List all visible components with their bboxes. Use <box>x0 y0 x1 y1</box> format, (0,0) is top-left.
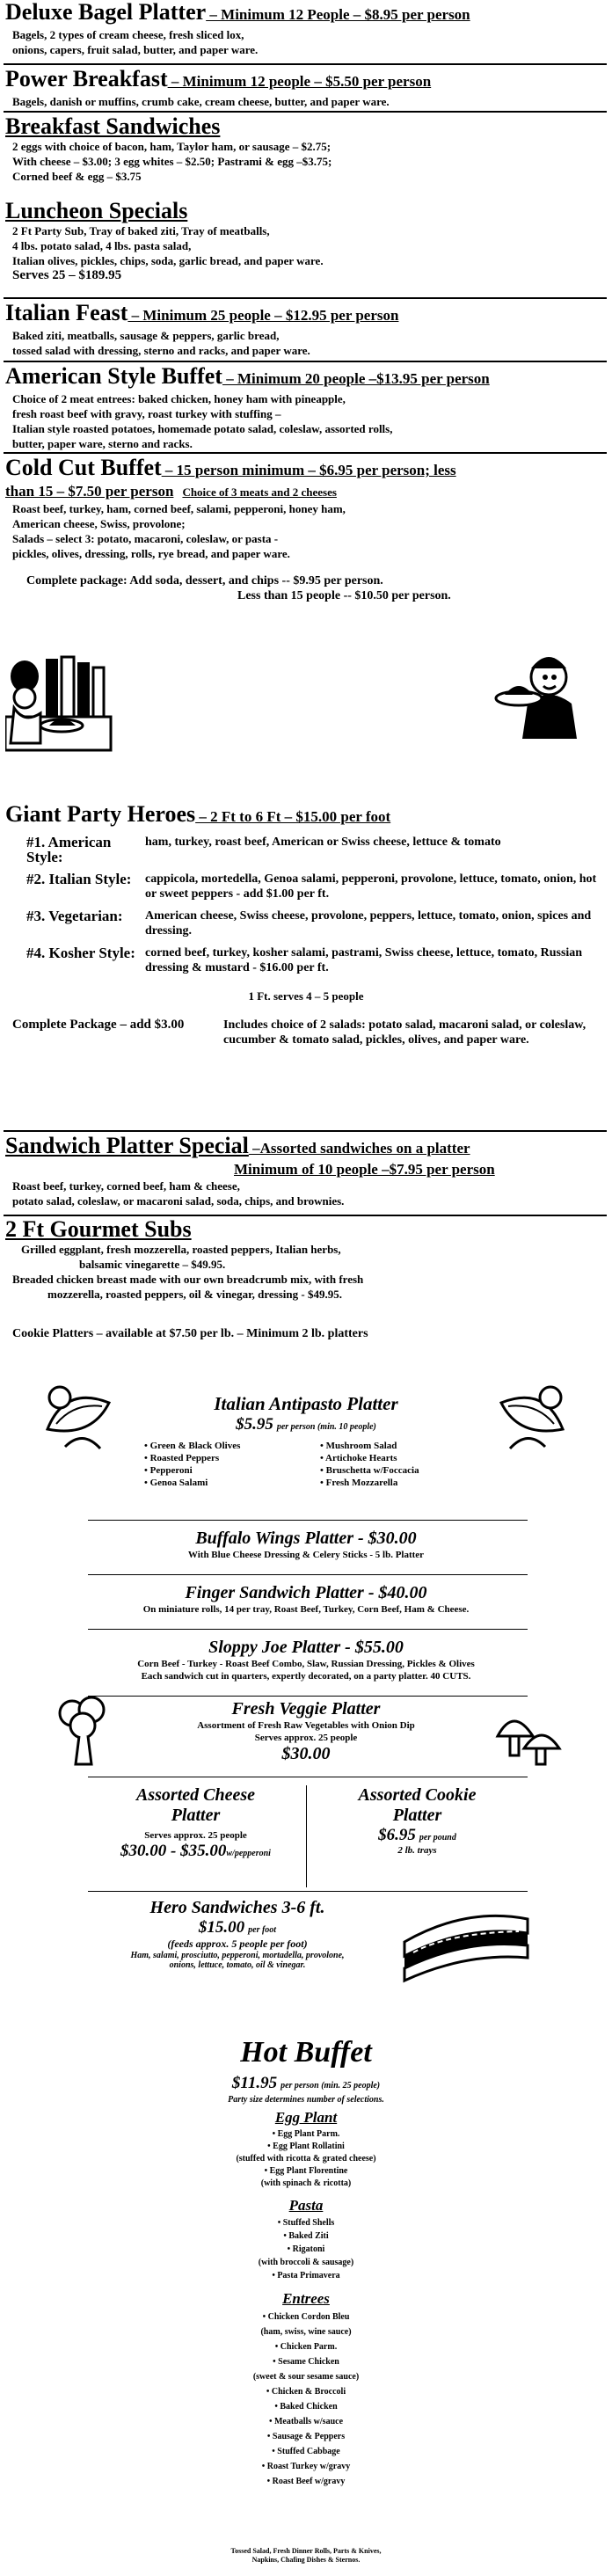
platter-title: Hero Sandwiches 3-6 ft. <box>149 1898 325 1917</box>
platter-note: Corn Beef - Turkey - Roast Beef Combo, Slaw, Russian Dressing, Pickles & Olives <box>137 1659 475 1669</box>
menu-item: • Roast Turkey w/gravy <box>261 2462 351 2471</box>
section-title-cont <box>0 483 612 501</box>
body-line: Bagels, 2 types of cream cheese, fresh sliced lox, <box>12 28 244 41</box>
power-breakfast-section <box>0 67 612 109</box>
hero-style-item <box>0 835 612 865</box>
section-title: Luncheon Specials <box>5 198 188 223</box>
luncheon-section <box>0 199 612 283</box>
platter-item: • Artichoke Hearts <box>320 1453 397 1463</box>
platter-item: • Roasted Peppers <box>144 1453 220 1463</box>
complete-package <box>0 573 612 603</box>
antipasto-col-right <box>320 1440 419 1489</box>
body-line: Choice of 2 meat entrees: baked chicken, honey ham with pineapple, <box>12 392 346 405</box>
serves-line: 1 Ft. serves 4 – 5 people <box>248 989 364 1003</box>
pasta-list <box>0 2216 612 2282</box>
hero-style-text: ham, turkey, roast beef, American or Swiss cheese, lettuce & tomato <box>145 836 501 849</box>
platter-price: $30.00 <box>281 1744 331 1763</box>
platter-trays: 2 lb. trays <box>397 1845 437 1856</box>
hero-style-item <box>0 872 612 901</box>
hero-style-item <box>0 909 612 938</box>
hero-style-item <box>0 945 612 975</box>
deluxe-bagel-section <box>0 0 612 57</box>
body-line: butter, paper ware, sterno and racks. <box>12 437 193 450</box>
body-line: Grilled eggplant, fresh mozzerella, roasted peppers, Italian herbs, <box>21 1243 341 1256</box>
title-sub: – Minimum 25 people – $12.95 per person <box>128 307 399 324</box>
antipasto-platter <box>123 1393 489 1489</box>
platter-title: Buffalo Wings Platter <box>195 1529 353 1548</box>
menu-item-note: (ham, swiss, wine sauce) <box>260 2327 352 2337</box>
divider <box>4 1130 607 1132</box>
menu-item-note: (with spinach & ricotta) <box>260 2178 352 2188</box>
section-body <box>0 1242 612 1302</box>
platter-price-note: per pound <box>419 1833 456 1843</box>
body-line: Baked ziti, meatballs, sausage & peppers, garlic bread, <box>12 329 280 342</box>
platter-feeds: (feeds approx. 5 people per foot) <box>167 1937 308 1950</box>
platter-item: • Fresh Mozzarella <box>320 1478 398 1488</box>
body-line: 2 eggs with choice of bacon, ham, Taylor ham, or sausage – $2.75; <box>12 140 332 153</box>
hot-buffet-price-note: per person (min. 25 people) <box>280 2081 381 2091</box>
platter-price: $30.00 - $35.00 <box>120 1842 227 1860</box>
divider <box>88 1696 528 1697</box>
platter-title-row <box>0 1529 612 1549</box>
platter-serves: Serves approx. 25 people <box>254 1733 358 1743</box>
package-text: Includes choice of 2 salads: potato salad, macaroni salad, or coleslaw, cucumber & tomato salad, pickles, olives, and paper ware. <box>223 1018 586 1047</box>
platter-title: Assorted Cookie <box>358 1785 477 1805</box>
hero-style-text: cappicola, mortedella, Genoa salami, pepperoni, provolone, lettuce, tomato, onion, hot or sweet peppers - add $1.00 per ft. <box>145 872 597 901</box>
platter-price-row <box>88 1918 387 1937</box>
platter-note: With Blue Cheese Dressing & Celery Sticks - 5 lb. Platter <box>187 1550 425 1560</box>
section-title <box>0 301 612 328</box>
platter-price: - $55.00 <box>340 1638 404 1657</box>
platter-title: Platter <box>171 1806 221 1825</box>
section-body <box>0 501 612 561</box>
package-line: Complete package: Add soda, dessert, and chips -- $9.95 per person. <box>26 574 383 587</box>
chef-tray-illustration <box>492 651 598 748</box>
menu-item: • Chicken Cordon Bleu <box>262 2312 350 2322</box>
section-body <box>0 139 612 184</box>
sandwich-special-section <box>0 1134 612 1208</box>
cheese-platter <box>88 1785 303 1861</box>
platter-price-note: w/pepperoni <box>226 1849 271 1858</box>
platter-item: • Pepperoni <box>144 1465 193 1476</box>
vegetables-illustration-right <box>492 1368 572 1456</box>
chef-serving-illustration <box>5 655 114 752</box>
menu-item: • Egg Plant Florentine <box>264 2166 348 2176</box>
divider <box>88 1574 528 1575</box>
body-line: Roast beef, turkey, ham, corned beef, salami, pepperoni, honey ham, <box>12 502 346 515</box>
title-text: Power Breakfast <box>5 66 168 91</box>
body-line: fresh roast beef with gravy, roast turkey with stuffing – <box>12 407 281 420</box>
title-sub: –Assorted sandwiches on a platter <box>248 1140 470 1157</box>
footer-line: Tossed Salad, Fresh Dinner Rolls, Parts & Knives, <box>230 2547 382 2555</box>
divider <box>88 1629 528 1630</box>
eggplant-list <box>0 2128 612 2190</box>
eggplant-heading: Egg Plant <box>274 2109 338 2126</box>
finger-sandwich-platter <box>0 1583 612 1616</box>
menu-item: • Chicken & Broccoli <box>266 2387 346 2397</box>
hero-sandwich-illustration <box>396 1907 536 1986</box>
complete-package <box>0 1018 612 1047</box>
divider <box>88 1891 528 1892</box>
platter-price-row <box>123 1415 489 1434</box>
menu-item: • Rigatoni <box>287 2244 325 2254</box>
menu-item: • Egg Plant Parm. <box>272 2129 340 2139</box>
hero-style-text: American cheese, Swiss cheese, provolone, peppers, lettuce, tomato, onion, spices and dressing. <box>145 909 592 938</box>
divider <box>4 361 607 362</box>
menu-item: • Meatballs w/sauce <box>268 2417 344 2426</box>
menu-item: • Stuffed Cabbage <box>272 2447 340 2456</box>
body-line: Salads – select 3: potato, macaroni, coleslaw, or pasta - <box>12 532 279 545</box>
entrees-heading: Entrees <box>282 2290 330 2307</box>
title-sub: than 15 – $7.50 per person <box>5 483 174 500</box>
menu-item: • Egg Plant Rollatini <box>267 2142 345 2151</box>
body-line: 2 Ft Party Sub, Tray of baked ziti, Tray of meatballs, <box>12 224 270 237</box>
american-buffet-section <box>0 364 612 451</box>
body-line: potato salad, coleslaw, or macaroni salad, soda, chips, and brownies. <box>12 1194 345 1208</box>
platter-ingredients: Ham, salami, prosciutto, pepperoni, mortadella, provolone, <box>130 1951 345 1960</box>
menu-item-note: (stuffed with ricotta & grated cheese) <box>236 2154 376 2164</box>
title-text: Cold Cut Buffet <box>5 455 162 480</box>
platter-title: Platter <box>392 1806 442 1825</box>
hero-styles-list <box>0 835 612 975</box>
breakfast-sandwiches-section <box>0 114 612 184</box>
cookie-platter <box>310 1785 525 1856</box>
section-title <box>0 0 612 27</box>
menu-item-note: (with broccoli & sausage) <box>258 2258 354 2267</box>
choice-note: Choice of 3 meats and 2 cheeses <box>182 485 337 499</box>
cookie-platters-line <box>0 1326 612 1341</box>
section-body <box>0 94 612 109</box>
section-title <box>0 1134 612 1161</box>
vegetables-illustration-left <box>39 1368 118 1456</box>
footer-line: Napkins, Chafing Dishes & Sternos. <box>251 2556 361 2564</box>
section-title: Breakfast Sandwiches <box>5 113 221 139</box>
divider <box>4 63 607 65</box>
platter-note: Each sandwich cut in quarters, expertly decorated, on a party platter. 40 CUTS. <box>141 1671 471 1682</box>
platter-price: $5.95 <box>236 1415 273 1434</box>
menu-item: • Sausage & Peppers <box>266 2432 346 2441</box>
body-line: Italian style roasted potatoes, homemade potato salad, coleslaw, assorted rolls, <box>12 422 393 435</box>
hot-buffet-footer <box>0 2547 612 2565</box>
package-label: Complete Package – add $3.00 <box>12 1018 185 1032</box>
body-line: With cheese – $3.00; 3 egg whites – $2.50; Pastrami & egg –$3.75; <box>12 155 332 168</box>
sloppy-joe-platter <box>0 1638 612 1682</box>
title-sub-2: Minimum of 10 people –$7.95 per person <box>234 1161 495 1178</box>
menu-item: • Roast Beef w/gravy <box>266 2477 346 2486</box>
platter-serves: Serves approx. 25 people <box>144 1830 247 1841</box>
body-line: onions, capers, fruit salad, butter, and paper ware. <box>12 43 259 56</box>
gourmet-subs-section <box>0 1217 612 1302</box>
platter-price-row <box>88 1842 303 1861</box>
body-line: Italian olives, pickles, chips, soda, garlic bread, and paper ware. <box>12 254 324 267</box>
hero-style-label: #1. American Style: <box>26 834 112 865</box>
divider <box>88 1520 528 1521</box>
platter-title: Assorted Cheese <box>136 1785 255 1805</box>
platter-title: Fresh Veggie Platter <box>231 1699 381 1719</box>
cold-cut-section <box>0 456 612 603</box>
hot-buffet-price: $11.95 <box>231 2074 278 2092</box>
section-title <box>0 67 612 94</box>
section-body <box>0 391 612 451</box>
divider <box>4 452 607 454</box>
title-text: American Style Buffet <box>5 363 222 389</box>
cookie-line-text: Cookie Platters – available at $7.50 per lb. – Minimum 2 lb. platters <box>12 1327 368 1340</box>
section-body <box>0 223 612 283</box>
hero-sandwiches-platter <box>88 1898 387 1970</box>
platter-price: $15.00 <box>198 1918 245 1937</box>
section-title <box>0 456 612 483</box>
hot-buffet-price-row <box>0 2074 612 2093</box>
body-line: Breaded chicken breast made with our own breadcrumb mix, with fresh <box>12 1273 364 1286</box>
title-sub: – 15 person minimum – $6.95 per person; less <box>161 462 456 478</box>
platter-item: • Green & Black Olives <box>144 1441 241 1451</box>
menu-item: • Sesame Chicken <box>273 2357 339 2367</box>
hero-style-label: #4. Kosher Style: <box>26 945 135 961</box>
platter-note: On miniature rolls, 14 per tray, Roast Beef, Turkey, Corn Beef, Ham & Cheese. <box>142 1604 470 1615</box>
section-title <box>0 802 612 829</box>
body-line: Corned beef & egg – $3.75 <box>12 170 142 183</box>
section-title: 2 Ft Gourmet Subs <box>5 1216 192 1242</box>
hero-style-label: #2. Italian Style: <box>26 871 132 887</box>
section-body <box>0 328 612 358</box>
platter-price: $6.95 <box>378 1826 416 1844</box>
platter-title: Finger Sandwich Platter <box>185 1583 364 1602</box>
menu-item: • Baked Ziti <box>283 2231 329 2241</box>
menu-item: • Pasta Primavera <box>272 2271 340 2280</box>
body-line: tossed salad with dressing, sterno and racks, and paper ware. <box>12 344 310 357</box>
italian-feast-section <box>0 301 612 358</box>
column-divider <box>306 1785 307 1887</box>
platter-note: Assortment of Fresh Raw Vegetables with Onion Dip <box>197 1720 415 1731</box>
platter-price-note: per foot <box>248 1925 277 1935</box>
hero-style-label: #3. Vegetarian: <box>26 908 123 924</box>
title-text: Italian Feast <box>5 300 128 325</box>
body-line: balsamic vinegarette – $49.95. <box>79 1258 226 1271</box>
menu-item: • Chicken Parm. <box>274 2342 338 2352</box>
menu-item: • Baked Chicken <box>274 2402 338 2412</box>
platter-price-note: per person (min. 10 people) <box>276 1422 376 1432</box>
title-text: Giant Party Heroes <box>5 801 196 827</box>
serves-line: Serves 25 – $189.95 <box>12 268 122 282</box>
pasta-heading: Pasta <box>288 2197 324 2214</box>
title-text: Sandwich Platter Special <box>5 1133 249 1158</box>
platter-item: • Genoa Salami <box>144 1478 208 1488</box>
package-line: Less than 15 people -- $10.50 per person. <box>237 589 451 602</box>
title-sub: – 2 Ft to 6 Ft – $15.00 per foot <box>195 808 391 825</box>
title-sub: – Minimum 20 people –$13.95 per person <box>222 370 490 387</box>
hot-buffet-title: Hot Buffet <box>240 2036 372 2069</box>
party-heroes-section <box>0 802 612 1047</box>
body-line: pickles, olives, dressing, rolls, rye bread, and paper ware. <box>12 547 290 560</box>
platter-price: - $30.00 <box>353 1529 417 1548</box>
body-line: Bagels, danish or muffins, crumb cake, cream cheese, butter, and paper ware. <box>12 95 390 108</box>
menu-item-note: (sweet & sour sesame sauce) <box>252 2372 360 2382</box>
section-body <box>0 27 612 57</box>
platter-item: • Bruschetta w/Foccacia <box>320 1465 419 1476</box>
platter-price: - $40.00 <box>363 1583 427 1602</box>
wings-platter <box>0 1529 612 1561</box>
platter-title: Sloppy Joe Platter <box>208 1638 341 1657</box>
platter-price-row <box>310 1826 525 1845</box>
hot-buffet-sub: Party size determines number of selections. <box>228 2095 384 2105</box>
platter-title-row <box>0 1638 612 1658</box>
entrees-list <box>0 2310 612 2489</box>
divider <box>4 111 607 113</box>
platter-title-row <box>0 1583 612 1603</box>
veggie-platter <box>0 1699 612 1764</box>
divider <box>4 297 607 299</box>
title-sub: – Minimum 12 people – $5.50 per person <box>167 73 432 90</box>
menu-item: • Stuffed Shells <box>277 2218 335 2228</box>
platter-title: Italian Antipasto Platter <box>214 1393 398 1414</box>
body-line: Roast beef, turkey, corned beef, ham & cheese, <box>12 1179 240 1193</box>
platter-ingredients: onions, lettuce, tomato, oil & vinegar. <box>169 1960 306 1970</box>
platter-item: • Mushroom Salad <box>320 1441 397 1451</box>
body-line: mozzerella, roasted peppers, oil & vinegar, dressing - $49.95. <box>47 1288 342 1301</box>
hero-style-text: corned beef, turkey, kosher salami, pastrami, Swiss cheese, lettuce, tomato, Russian dressing & mustard - $16.00 per ft. <box>145 946 583 974</box>
title-sub: – Minimum 12 People – $8.95 per person <box>206 6 470 23</box>
body-line: American cheese, Swiss, provolone; <box>12 517 186 530</box>
section-title <box>0 364 612 391</box>
antipasto-col-left <box>144 1440 320 1489</box>
body-line: 4 lbs. potato salad, 4 lbs. pasta salad, <box>12 239 192 252</box>
antipasto-items <box>123 1440 489 1489</box>
title-text: Deluxe Bagel Platter <box>5 0 207 25</box>
section-body <box>0 1179 612 1208</box>
